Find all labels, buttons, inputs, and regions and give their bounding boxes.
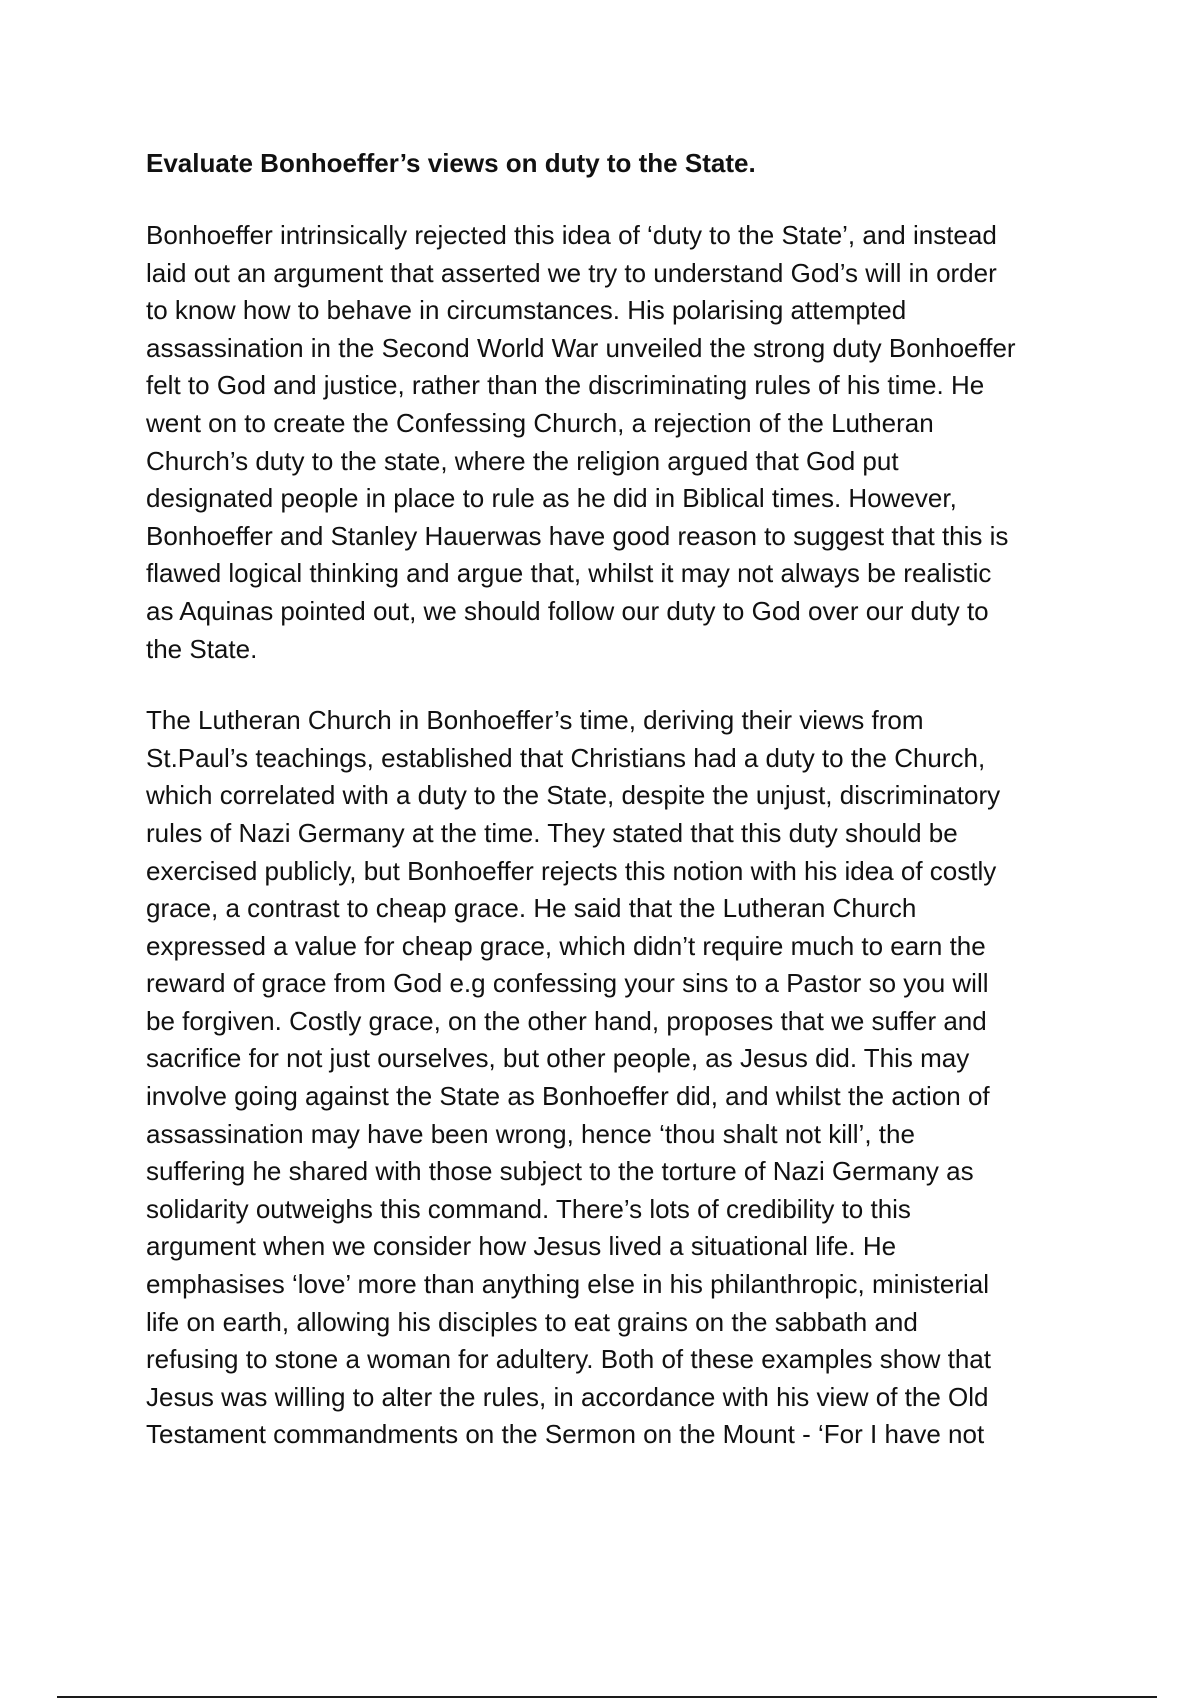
paragraph-line: laid out an argument that asserted we try to understand God’s will in order: [146, 257, 997, 288]
paragraph-line: to know how to behave in circumstances. His polarising attempted: [146, 295, 907, 326]
paragraph-line: emphasises ‘love’ more than anything else in his philanthropic, ministerial: [146, 1269, 990, 1300]
paragraph-line: Jesus was willing to alter the rules, in accordance with his view of the Old: [146, 1381, 989, 1412]
paragraph-line: felt to God and justice, rather than the discriminating rules of his time. He: [146, 370, 985, 401]
document-title: Evaluate Bonhoeffer’s views on duty to the State.: [146, 148, 756, 178]
paragraph-line: Church’s duty to the state, where the religion argued that God put: [146, 445, 899, 476]
paragraph-line: Bonhoeffer intrinsically rejected this idea of ‘duty to the State’, and instead: [146, 220, 997, 250]
paragraph-line: life on earth, allowing his disciples to eat grains on the sabbath and: [146, 1306, 918, 1337]
paragraph-line: rules of Nazi Germany at the time. They stated that this duty should be: [146, 817, 958, 848]
paragraph-line: argument when we consider how Jesus lived a situational life. He: [146, 1231, 897, 1262]
paragraph-1: [146, 217, 1106, 668]
paragraph-line: assassination may have been wrong, hence ‘thou shalt not kill’, the: [146, 1118, 915, 1149]
page-divider: [57, 1696, 1157, 1698]
paragraph-line: designated people in place to rule as he did in Biblical times. However,: [146, 483, 957, 514]
paragraph-line: the State.: [146, 633, 258, 664]
paragraph-line: suffering he shared with those subject to the torture of Nazi Germany as: [146, 1156, 974, 1187]
paragraph-line: reward of grace from God e.g confessing your sins to a Pastor so you will: [146, 968, 989, 999]
paragraph-line: grace, a contrast to cheap grace. He said that the Lutheran Church: [146, 893, 917, 924]
document-body: [146, 145, 1106, 1488]
paragraph-line: which correlated with a duty to the State, despite the unjust, discriminatory: [146, 780, 1001, 811]
paragraph-line: as Aquinas pointed out, we should follow our duty to God over our duty to: [146, 595, 989, 626]
paragraph-line: went on to create the Confessing Church, a rejection of the Lutheran: [146, 407, 934, 438]
paragraph-line: The Lutheran Church in Bonhoeffer’s time, deriving their views from: [146, 705, 924, 736]
paragraph-line: involve going against the State as Bonhoeffer did, and whilst the action of: [146, 1081, 990, 1112]
paragraph-line: exercised publicly, but Bonhoeffer rejects this notion with his idea of costly: [146, 855, 997, 886]
paragraph-line: Testament commandments on the Sermon on the Mount - ‘For I have not: [146, 1419, 985, 1450]
paragraph-2: [146, 702, 1106, 1454]
paragraph-line: St.Paul’s teachings, established that Christians had a duty to the Church,: [146, 742, 986, 773]
paragraph-line: solidarity outweighs this command. There’s lots of credibility to this: [146, 1193, 911, 1224]
paragraph-line: flawed logical thinking and argue that, whilst it may not always be realistic: [146, 558, 992, 589]
paragraph-line: be forgiven. Costly grace, on the other hand, proposes that we suffer and: [146, 1005, 987, 1036]
paragraph-line: expressed a value for cheap grace, which didn’t require much to earn the: [146, 930, 986, 961]
paragraph-line: assassination in the Second World War unveiled the strong duty Bonhoeffer: [146, 332, 1016, 363]
paragraph-line: refusing to stone a woman for adultery. Both of these examples show that: [146, 1344, 991, 1375]
paragraph-line: sacrifice for not just ourselves, but other people, as Jesus did. This may: [146, 1043, 970, 1074]
paragraph-line: Bonhoeffer and Stanley Hauerwas have good reason to suggest that this is: [146, 520, 1009, 551]
